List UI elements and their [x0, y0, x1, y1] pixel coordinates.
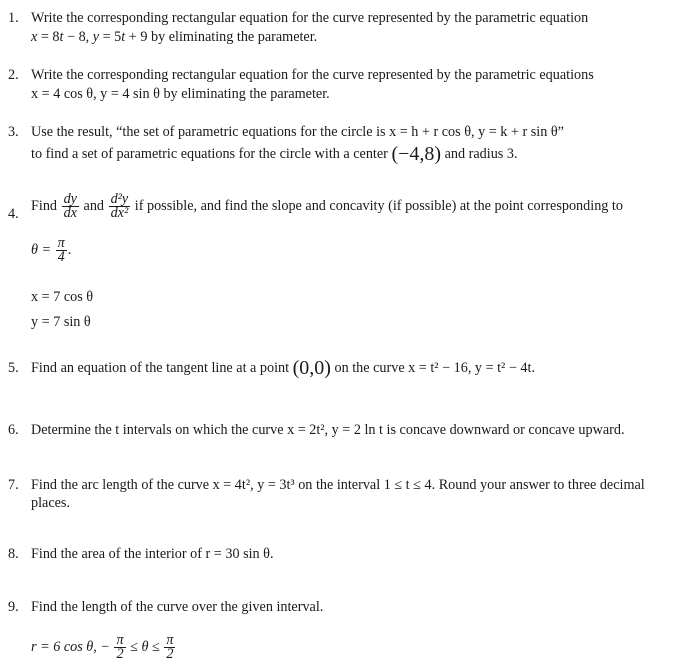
question-2 — [8, 66, 675, 106]
point: (0,0) — [292, 357, 331, 379]
question-number: 7. — [8, 477, 19, 493]
question-text: Find $\frac{dy}{dx}$ and $\frac{\text{d²y}}{\text{dx²}}$ if possible, and find the slope and concavity (if possible) at the point corresponding to — [31, 191, 623, 221]
question-8 — [8, 545, 675, 565]
question-text: Find an equation of the tangent line at a point (0,0) on the curve x = t² − 16, y = t² − 4t. — [31, 357, 535, 379]
theta-value: θ = $\frac{\pi}{4}$ . — [31, 235, 72, 265]
fraction-pi-2: $\frac{\pi}{2}$ — [166, 632, 174, 662]
question-number: 6. — [8, 422, 19, 438]
polar-equation: r = 6 cos θ, − $\frac{\pi}{2}$ ≤ θ ≤ $\frac{\pi}{2}$ — [31, 632, 174, 662]
question-text: Write the corresponding rectangular equation for the curve represented by the parametric equation — [31, 10, 589, 26]
question-number: 9. — [8, 599, 19, 615]
question-equation: x = 4 cos θ, y = 4 sin θ by eliminating the parameter. — [31, 86, 330, 102]
question-text: Write the corresponding rectangular equation for the curve represented by the parametric equations — [31, 67, 594, 83]
question-text-2: to find a set of parametric equations for the circle with a center (−4,8) and radius 3. — [31, 143, 518, 165]
question-number: 5. — [8, 360, 19, 376]
question-1 — [8, 9, 675, 49]
question-text: Find the area of the interior of r = 30 sin θ. — [31, 546, 274, 562]
question-number: 2. — [8, 67, 19, 83]
question-number: 8. — [8, 546, 19, 562]
question-number: 1. — [8, 10, 19, 26]
question-text: Determine the t intervals on which the curve x = 2t², y = 2 ln t is concave downward or concave upward. — [31, 422, 625, 438]
fraction-dy-dx: $\frac{dy}{dx}$ — [63, 191, 77, 221]
question-7 — [8, 476, 675, 516]
fraction-d2y-dx2: $\frac{\text{d²y}}{\text{dx²}}$ — [110, 191, 129, 221]
question-5 — [8, 359, 675, 381]
equation-y: y = 7 sin θ — [31, 314, 91, 330]
question-6 — [8, 421, 675, 441]
question-4 — [8, 193, 675, 343]
circle-center: (−4,8) — [391, 143, 442, 165]
question-text: Use the result, “the set of parametric equations for the circle is x = h + r cos θ, y = k + r sin θ” — [31, 124, 564, 140]
question-text: Find the arc length of the curve x = 4t², y = 3t³ on the interval 1 ≤ t ≤ 4. Round your answer to three decimal — [31, 477, 645, 493]
fraction-pi-2: $\frac{\pi}{2}$ — [116, 632, 124, 662]
question-equation: x = 8t − 8, y = 5t + 9 by eliminating the parameter. — [31, 29, 318, 45]
question-number: 4. — [8, 206, 19, 222]
fraction-pi-4: $\frac{\pi}{4}$ — [57, 235, 65, 265]
question-text-2: places. — [31, 495, 70, 511]
question-text: Find the length of the curve over the given interval. — [31, 599, 324, 615]
question-3 — [8, 123, 675, 171]
question-number: 3. — [8, 124, 19, 140]
equation-x: x = 7 cos θ — [31, 289, 94, 305]
question-9 — [8, 598, 675, 668]
